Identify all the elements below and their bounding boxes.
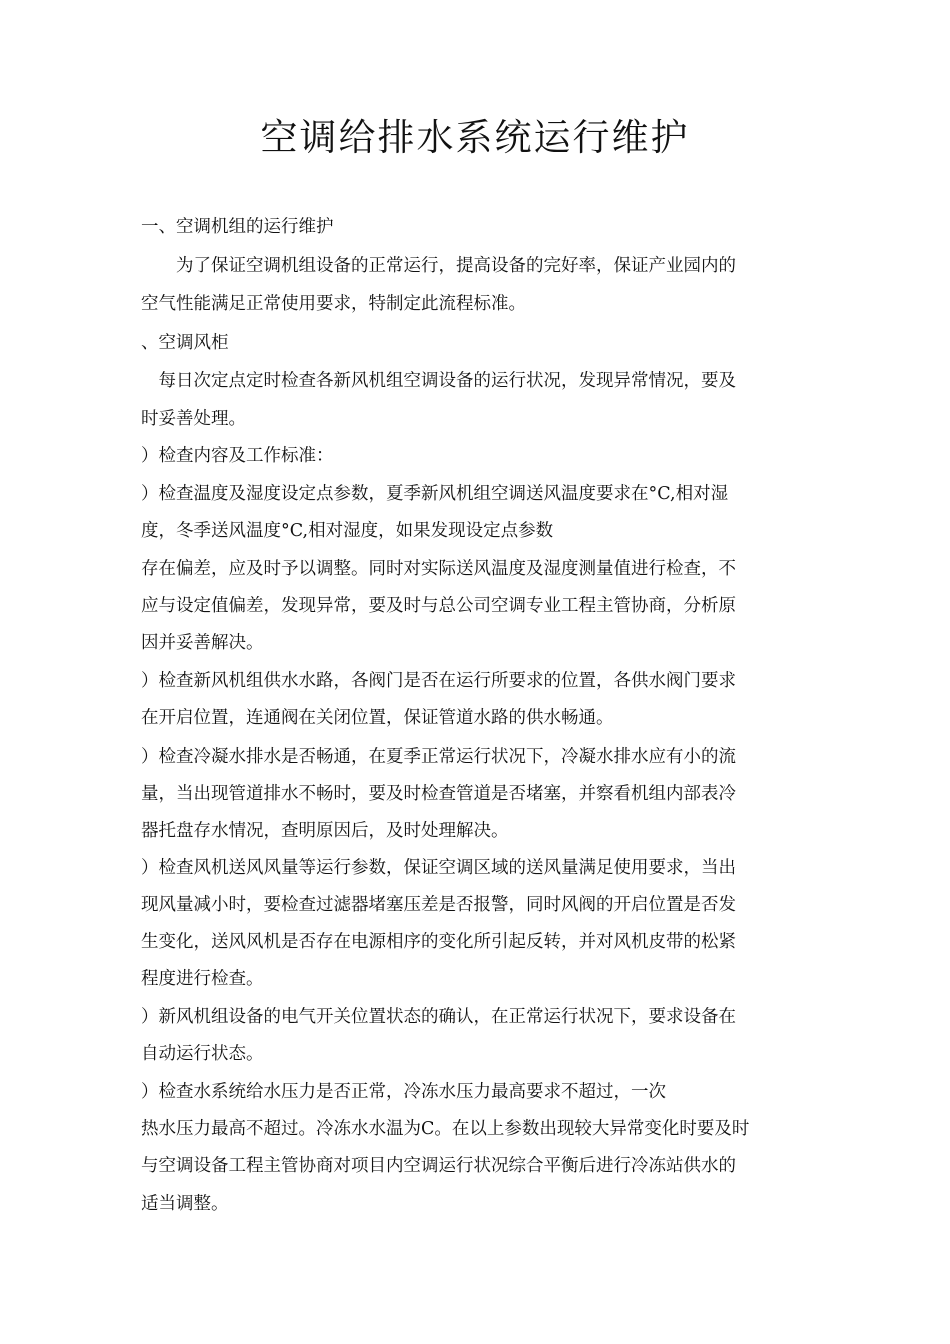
paragraph-line: ）检查水系统给水压力是否正常，冷冻水压力最高要求不超过，一次 [141, 1082, 666, 1102]
paragraph-line: 时妥善处理。 [141, 409, 246, 429]
paragraph-line: 因并妥善解决。 [141, 633, 264, 653]
section-heading: 一、空调机组的运行维护 [141, 217, 334, 237]
paragraph-line: ）检查内容及工作标准： [141, 446, 334, 466]
paragraph-line: ）检查温度及湿度设定点参数，夏季新风机组空调送风温度要求在°C,相对湿 [141, 484, 729, 504]
paragraph-line: 程度进行检查。 [141, 969, 264, 989]
paragraph-line: 与空调设备工程主管协商对项目内空调运行状况综合平衡后进行冷冻站供水的 [141, 1156, 736, 1176]
paragraph-line: 量，当出现管道排水不畅时，要及时检查管道是否堵塞，并察看机组内部表冷 [141, 784, 736, 804]
paragraph-line: 应与设定值偏差，发现异常，要及时与总公司空调专业工程主管协商，分析原 [141, 596, 736, 616]
paragraph-line: 存在偏差，应及时予以调整。同时对实际送风温度及湿度测量值进行检查，不 [141, 559, 736, 579]
paragraph-line: 生变化，送风风机是否存在电源相序的变化所引起反转，并对风机皮带的松紧 [141, 932, 736, 952]
paragraph-line: ）检查风机送风风量等运行参数，保证空调区域的送风量满足使用要求，当出 [141, 858, 736, 878]
paragraph-line: 现风量减小时，要检查过滤器堵塞压差是否报警，同时风阀的开启位置是否发 [141, 895, 736, 915]
paragraph-line: 热水压力最高不超过。冷冻水水温为C。在以上参数出现较大异常变化时要及时 [141, 1119, 750, 1139]
paragraph-line: 在开启位置，连通阀在关闭位置，保证管道水路的供水畅通。 [141, 708, 614, 728]
paragraph-line: 自动运行状态。 [141, 1044, 264, 1064]
paragraph-line: ）检查新风机组供水水路，各阀门是否在运行所要求的位置，各供水阀门要求 [141, 671, 736, 691]
paragraph-line: 空气性能满足正常使用要求，特制定此流程标准。 [141, 294, 526, 314]
paragraph-line: ）新风机组设备的电气开关位置状态的确认，在正常运行状况下，要求设备在 [141, 1007, 736, 1027]
paragraph-line: 每日次定点定时检查各新风机组空调设备的运行状况，发现异常情况，要及 [141, 371, 736, 391]
paragraph-line: ）检查冷凝水排水是否畅通，在夏季正常运行状况下，冷凝水排水应有小的流 [141, 747, 736, 767]
subsection-heading: 、空调风柜 [141, 333, 229, 353]
paragraph-line: 度，冬季送风温度°C,相对湿度，如果发现设定点参数 [141, 521, 554, 541]
document-title: 空调给排水系统运行维护 [260, 116, 690, 159]
paragraph-line: 适当调整。 [141, 1194, 229, 1214]
paragraph-line: 为了保证空调机组设备的正常运行，提高设备的完好率，保证产业园内的 [141, 256, 736, 276]
paragraph-line: 器托盘存水情况，查明原因后，及时处理解决。 [141, 821, 509, 841]
